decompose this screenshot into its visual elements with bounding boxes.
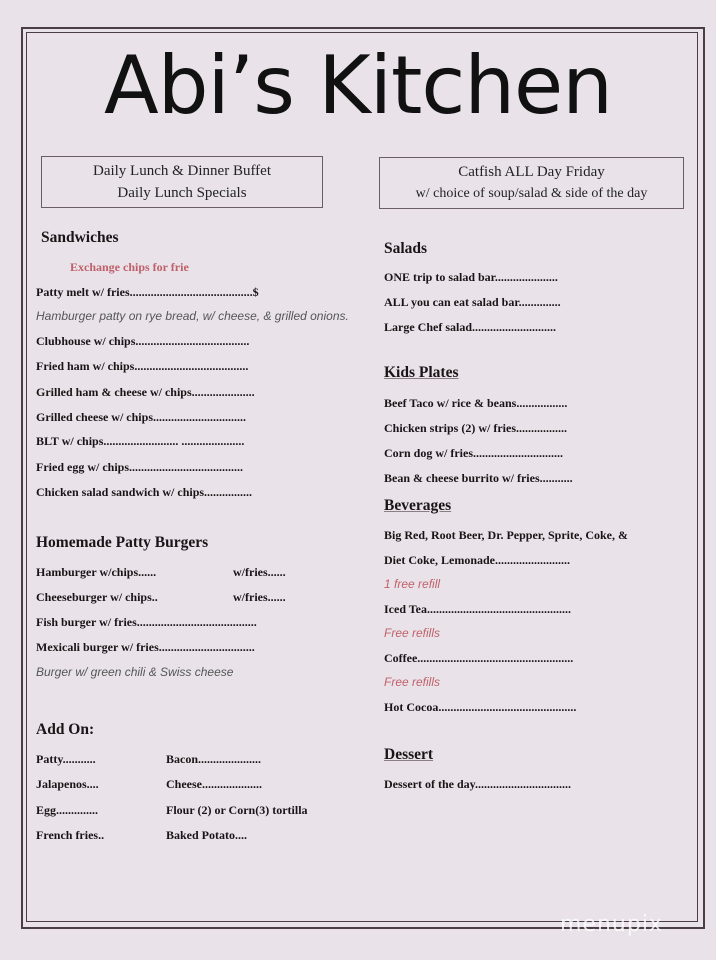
menu-item: Grilled cheese w/ chips............................... (36, 410, 246, 424)
menu-item: Coffee.................................................... (384, 651, 574, 665)
addon-item: Egg.............. (36, 803, 99, 817)
catfish-banner (379, 157, 684, 209)
menu-item: Large Chef salad............................ (384, 320, 556, 334)
menu-item: ALL you can eat salad bar.............. (384, 295, 561, 309)
buffet-banner (41, 156, 323, 208)
menu-item: ONE trip to salad bar..................... (384, 270, 558, 284)
menu-item: Corn dog w/ fries.............................. (384, 446, 563, 460)
menu-item: BLT w/ chips......................... ..................... (36, 434, 245, 448)
menu-item: Chicken strips (2) w/ fries................. (384, 421, 567, 435)
watermark-logo: menupix (560, 912, 663, 937)
menu-item: Clubhouse w/ chips...................................... (36, 334, 250, 348)
menu-item: Diet Coke, Lemonade......................... (384, 553, 570, 567)
addon-item: Bacon..................... (166, 752, 262, 766)
menu-item: Fried ham w/ chips...................................... (36, 359, 249, 373)
menu-item: Bean & cheese burrito w/ fries........... (384, 471, 573, 485)
menu-item: Cheeseburger w/ chips.. (36, 590, 158, 604)
addon-item: Flour (2) or Corn(3) tortilla (166, 803, 308, 817)
section-heading-sandwiches: Sandwiches (41, 229, 119, 246)
item-description: Hamburger patty on rye bread, w/ cheese, & grilled onions. (36, 309, 349, 323)
refill-note: Free refills (384, 675, 441, 689)
item-description: Burger w/ green chili & Swiss cheese (36, 665, 234, 679)
addon-item: Baked Potato.... (166, 828, 247, 842)
menu-item: Grilled ham & cheese w/ chips..................... (36, 385, 255, 399)
section-heading-dessert: Dessert (384, 746, 434, 763)
menu-item: Iced Tea................................................ (384, 602, 572, 616)
menu-item: Big Red, Root Beer, Dr. Pepper, Sprite, Coke, & (384, 528, 628, 542)
menu-item: Dessert of the day................................ (384, 777, 571, 791)
restaurant-title: Abi’s Kitchen (104, 39, 612, 132)
banner-line: Catfish ALL Day Friday (458, 164, 605, 180)
menu-item: Chicken salad sandwich w/ chips................ (36, 485, 253, 499)
sandwiches-note: Exchange chips for frie (70, 260, 189, 274)
addon-item: Cheese.................... (166, 777, 262, 791)
menu-item: Beef Taco w/ rice & beans................. (384, 396, 568, 410)
addon-item: French fries.. (36, 828, 105, 842)
menu-item-fries-option: w/fries...... (233, 590, 286, 604)
banner-line: Daily Lunch Specials (117, 185, 247, 201)
menu-item: Hamburger w/chips...... (36, 565, 157, 579)
section-heading-burgers: Homemade Patty Burgers (36, 534, 209, 551)
section-heading-beverages: Beverages (384, 497, 452, 514)
addon-item: Patty........... (36, 752, 96, 766)
section-heading-addon: Add On: (36, 721, 95, 738)
addon-item: Jalapenos.... (36, 777, 99, 791)
menu-item-fries-option: w/fries...... (233, 565, 286, 579)
section-heading-kids: Kids Plates (384, 364, 459, 381)
menu-item: Fish burger w/ fries........................................ (36, 615, 257, 629)
menu-item: Hot Cocoa.............................................. (384, 700, 577, 714)
refill-note: 1 free refill (384, 577, 441, 591)
menu-item: Mexicali burger w/ fries................................ (36, 640, 255, 654)
refill-note: Free refills (384, 626, 441, 640)
menu-item: Patty melt w/ fries.........................................$ (36, 285, 259, 299)
menu-item: Fried egg w/ chips...................................... (36, 460, 243, 474)
section-heading-salads: Salads (384, 240, 428, 257)
banner-line: Daily Lunch & Dinner Buffet (92, 163, 271, 179)
banner-line: w/ choice of soup/salad & side of the day (415, 186, 648, 201)
